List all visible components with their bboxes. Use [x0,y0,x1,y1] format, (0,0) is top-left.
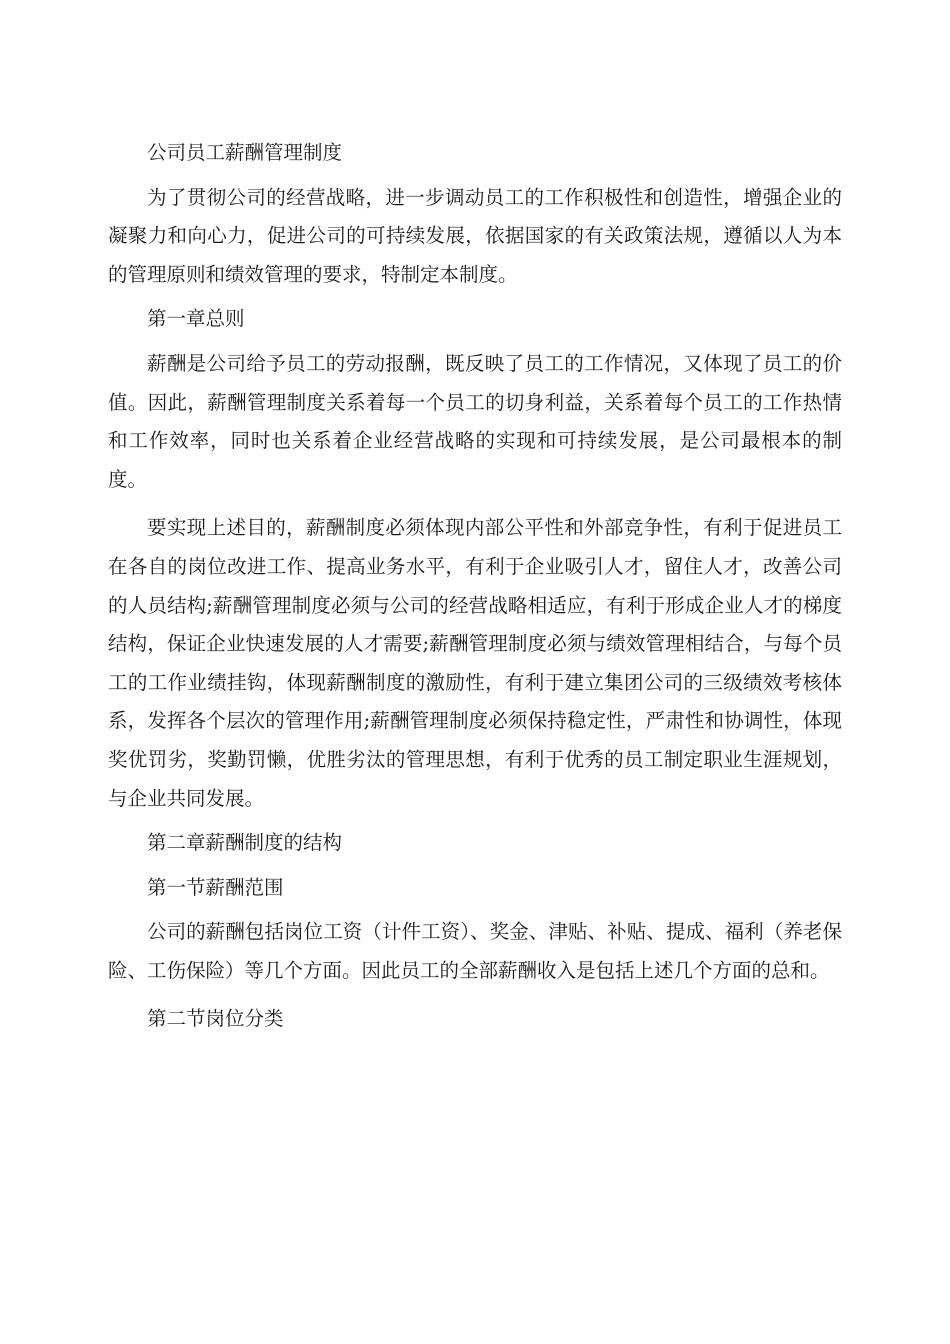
paragraph-definition: 薪酬是公司给予员工的劳动报酬，既反映了员工的工作情况，又体现了员工的价值。因此，薪酬管理制度关系着每一个员工的切身利益，关系着每个员工的工作热情和工作效率，同时也关系着企业经营战略的实现和可持续发展，是公司最根本的制度。 [108,351,842,491]
paragraph-objectives: 要实现上述目的，薪酬制度必须体现内部公平性和外部竞争性，有利于促进员工在各自的岗位改进工作、提高业务水平，有利于企业吸引人才，留住人才，改善公司的人员结构;薪酬管理制度必须与公司的经营战略相适应，有利于形成企业人才的梯度结构，保证企业快速发展的人才需要;薪酬管理制度必须与绩效管理相结合，与每个员工的工作业绩挂钩，体现薪酬制度的激励性，有利于建立集团公司的三级绩效考核体系，发挥各个层次的管理作用;薪酬管理制度必须保持稳定性，严肃性和协调性，体现奖优罚劣，奖勤罚懒，优胜劣汰的管理思想，有利于优秀的员工制定职业生涯规划，与企业共同发展。 [108,516,842,810]
section-heading-position-classification: 第二节岗位分类 [147,1007,284,1031]
paragraph-purpose: 为了贯彻公司的经营战略，进一步调动员工的工作积极性和创造性，增强企业的凝聚力和向心力，促进公司的可持续发展，依据国家的有关政策法规，遵循以人为本的管理原则和绩效管理的要求，特制定本制度。 [108,185,842,286]
section-heading-scope: 第一节薪酬范围 [147,875,284,899]
chapter-heading-structure: 第二章薪酬制度的结构 [147,831,343,855]
chapter-heading-general: 第一章总则 [147,307,245,331]
document-page [108,134,842,1039]
document-title: 公司员工薪酬管理制度 [147,141,343,164]
paragraph-scope: 公司的薪酬包括岗位工资（计件工资）、奖金、津贴、补贴、提成、福利（养老保险、工伤保险）等几个方面。因此员工的全部薪酬收入是包括上述几个方面的总和。 [108,920,842,982]
